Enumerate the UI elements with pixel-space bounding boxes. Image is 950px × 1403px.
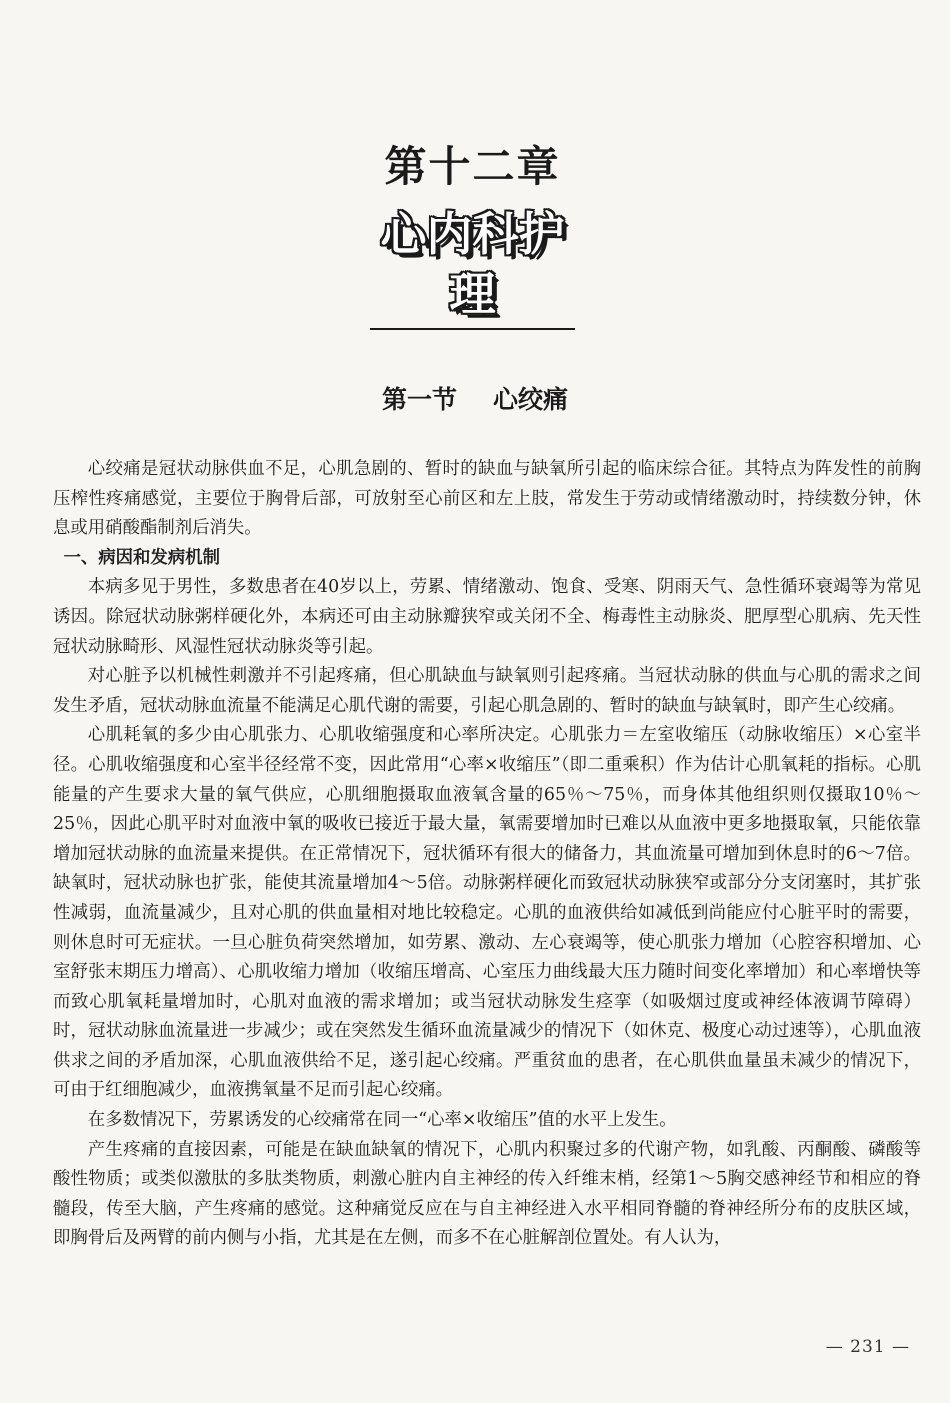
body-text xyxy=(53,455,921,1254)
chapter-title: 心内科护理 xyxy=(380,207,565,321)
paragraph-pain-factors: 产生疼痛的直接因素，可能是在缺血缺氧的情况下，心肌内积聚过多的代谢产物，如乳酸、丙酮酸、磷酸等酸性物质；或类似激肽的多肽类物质，刺激心脏内自主神经的传入纤维末梢，经第1～5胸交感神经节和相应的脊髓段，传至大脑，产生疼痛的感觉。这种痛觉反应在与自主神经进入水平相同脊髓的脊神经所分布的皮肤区域，即胸骨后及两臂的前内侧与小指，尤其是在左侧，而多不在心脏解剖位置处。有人认为， xyxy=(53,1139,921,1249)
paragraph-mechanism: 对心脏予以机械性刺激并不引起疼痛，但心肌缺血与缺氧则引起疼痛。当冠状动脉的供血与心肌的需求之间发生矛盾，冠状动脉血流量不能满足心肌代谢的需要，引起心肌急剧的、暂时的缺血与缺氧时，即产生心绞痛。 xyxy=(53,666,921,716)
paragraph-causes: 本病多见于男性，多数患者在40岁以上，劳累、情绪激动、饱食、受寒、阴雨天气、急性循环衰竭等为常见诱因。除冠状动脉粥样硬化外，本病还可由主动脉瓣狭窄或关闭不全、梅毒性主动脉炎、肥厚型心肌病、先天性冠状动脉畸形、风湿性冠状动脉炎等引起。 xyxy=(53,577,921,657)
chapter-underline xyxy=(370,328,575,330)
page-number: — 231 — xyxy=(825,1337,910,1357)
subheading-etiology: 一、病因和发病机制 xyxy=(63,547,220,568)
chapter-header xyxy=(370,138,575,330)
paragraph-oxygen-consumption: 心肌耗氧的多少由心肌张力、心肌收缩强度和心率所决定。心肌张力＝左室收缩压（动脉收缩压）×心室半径。心肌收缩强度和心室半径经常不变，因此常用“心率×收缩压”（即二重乘积）作为估计心肌氧耗的指标。心肌能量的产生要求大量的氧气供应，心肌细胞摄取血液氧含量的65％～75％，而身体其他组织则仅摄取10％～25％，因此心肌平时对血液中氧的吸收已接近于最大量，氧需要增加时已难以从血液中更多地摄取氧，只能依靠增加冠状动脉的血流量来提供。在正常情况下，冠状循环有很大的储备力，其血流量可增加到休息时的6～7倍。缺氧时，冠状动脉也扩张，能使其流量增加4～5倍。动脉粥样硬化而致冠状动脉狭窄或部分分支闭塞时，其扩张性减弱，血流量减少，且对心肌的供血量相对地比较稳定。心肌的血液供给如减低到尚能应付心脏平时的需要，则休息时可无症状。一旦心脏负荷突然增加，如劳累、激动、左心衰竭等，使心肌张力增加（心腔容积增加、心室舒张末期压力增高）、心肌收缩力增加（收缩压增高、心室压力曲线最大压力随时间变化率增加）和心率增快等而致心肌氧耗量增加时，心肌对血液的需求增加；或当冠状动脉发生痉挛（如吸烟过度或神经体液调节障碍）时，冠状动脉血流量进一步减少；或在突然发生循环血流量减少的情况下（如休克、极度心动过速等），心肌血液供求之间的矛盾加深，心肌血液供给不足，遂引起心绞痛。严重贫血的患者，在心肌供血量虽未减少的情况下，可由于红细胞减少，血液携氧量不足而引起心绞痛。 xyxy=(53,725,921,1101)
section-number: 第一节 xyxy=(381,385,457,414)
section-heading xyxy=(0,380,950,420)
paragraph-definition: 心绞痛是冠状动脉供血不足，心肌急剧的、暂时的缺血与缺氧所引起的临床综合征。其特点为阵发性的前胸压榨性疼痛感觉，主要位于胸骨后部，可放射至心前区和左上肢，常发生于劳动或情绪激动时，持续数分钟，休息或用硝酸酯制剂后消失。 xyxy=(53,459,921,539)
chapter-number: 第十二章 xyxy=(384,142,561,191)
paragraph-rate-pressure: 在多数情况下，劳累诱发的心绞痛常在同一“心率×收缩压”值的水平上发生。 xyxy=(87,1110,677,1131)
section-title: 心绞痛 xyxy=(493,385,569,414)
